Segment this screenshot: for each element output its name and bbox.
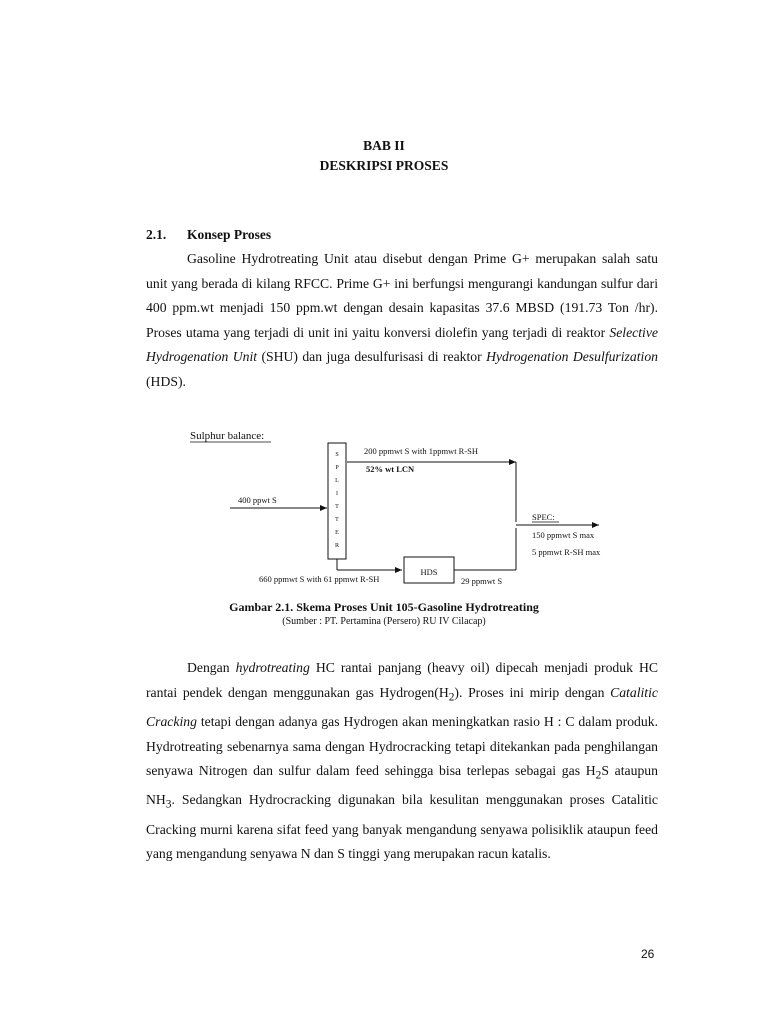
paragraph-text: (SHU) dan juga desulfurisasi di reaktor: [257, 349, 487, 365]
feed-label: 400 ppwt S: [238, 495, 277, 505]
splitter-letter: S: [335, 452, 339, 458]
sulphur-balance-diagram: [186, 424, 626, 594]
bottom-stream-label: 660 ppmwt S with 61 ppmwt R-SH: [259, 574, 380, 584]
splitter-letter: T: [335, 517, 339, 523]
paragraph-italic-term: Hydrogenation Desulfurization: [486, 349, 659, 365]
subscript: 2: [448, 691, 455, 704]
section-number: 2.1.: [146, 227, 167, 242]
section-title: Konsep Proses: [187, 227, 272, 242]
splitter-letter: E: [335, 530, 339, 536]
spec-line-sulfur: 150 ppmwt S max: [532, 530, 595, 540]
hds-label: HDS: [420, 567, 438, 577]
paragraph-text: (HDS).: [146, 373, 186, 389]
paragraph-text: Gasoline Hydrotreating Unit atau disebut dengan Prime G+ merupakan salah satu unit yang berada di kilang RFCC. Prime G+ ini berfungsi mengurangi kandungan sulfur dari 400 ppm.wt menjadi 150 ppm.wt dengan desain kapasitas 37.6 MBSD (191.73 Ton /hr). Proses utama yang terjadi di unit ini yaitu konversi diolefin yang terjadi di reaktor: [146, 251, 658, 340]
splitter-letter: T: [335, 504, 339, 510]
splitter-letter: R: [334, 543, 340, 549]
paragraph-italic-term: hydrotreating: [235, 660, 310, 675]
splitter-box: [328, 443, 346, 559]
paragraph-text: tetapi dengan adanya gas Hydrogen akan meningkatkan rasio H : C dalam produk. Hydrotreating sebenarnya sama dengan Hydrocracking tetapi ditekankan pada penghilangan senyawa Nitrogen dan sulfur dalam feed sehingga bisa terlepas sebagai gas H: [146, 713, 658, 779]
subscript: 2: [595, 769, 602, 782]
chapter-label: BAB II: [363, 138, 405, 153]
spec-line-rsh: 5 ppmwt R-SH max: [532, 547, 601, 557]
paragraph-text: HC rantai panjang (heavy oil) dipecah menjadi produk HC rantai pendek dengan menggunakan gas Hydrogen(H: [146, 660, 658, 700]
chapter-title: DESKRIPSI PROSES: [319, 158, 449, 173]
page-number: 26: [641, 947, 655, 961]
paragraph-italic-term: Selective Hydrogenation Unit: [146, 324, 658, 365]
section-heading: [146, 227, 271, 243]
paragraph-text: Dengan: [187, 660, 236, 675]
hds-out-label: 29 ppmwt S: [461, 576, 503, 586]
paragraph-konsep-proses: [146, 247, 658, 395]
splitter-letter: P: [335, 465, 339, 471]
splitter-letter: L: [335, 478, 339, 484]
subscript: 3: [165, 799, 172, 812]
paragraph-text: . Sedangkan Hydrocracking digunakan bila kesulitan menggunakan proses Catalitic Cracking murni karena sifat feed yang banyak mengandung senyawa polisiklik ataupun feed yang mengandung senyawa N dan S tinggi yang merupakan racun katalis.: [146, 792, 658, 862]
paragraph-italic-term: Catalitic Cracking: [146, 684, 658, 729]
paragraph-hydrotreating: [146, 656, 658, 867]
paragraph-text: ). Proses ini mirip dengan: [454, 684, 611, 700]
top-stream-label: 200 ppmwt S with 1ppmwt R-SH: [364, 446, 479, 456]
diagram-heading: Sulphur balance:: [190, 430, 265, 442]
lcn-label: 52% wt LCN: [366, 464, 415, 474]
figure-caption: Gambar 2.1. Skema Proses Unit 105-Gasoline Hydrotreating: [229, 600, 539, 614]
spec-title: SPEC:: [532, 512, 555, 522]
splitter-letter: I: [336, 491, 338, 497]
paragraph-text: S ataupun NH: [146, 763, 658, 808]
figure-source: (Sumber : PT. Pertamina (Persero) RU IV Cilacap): [282, 616, 486, 627]
